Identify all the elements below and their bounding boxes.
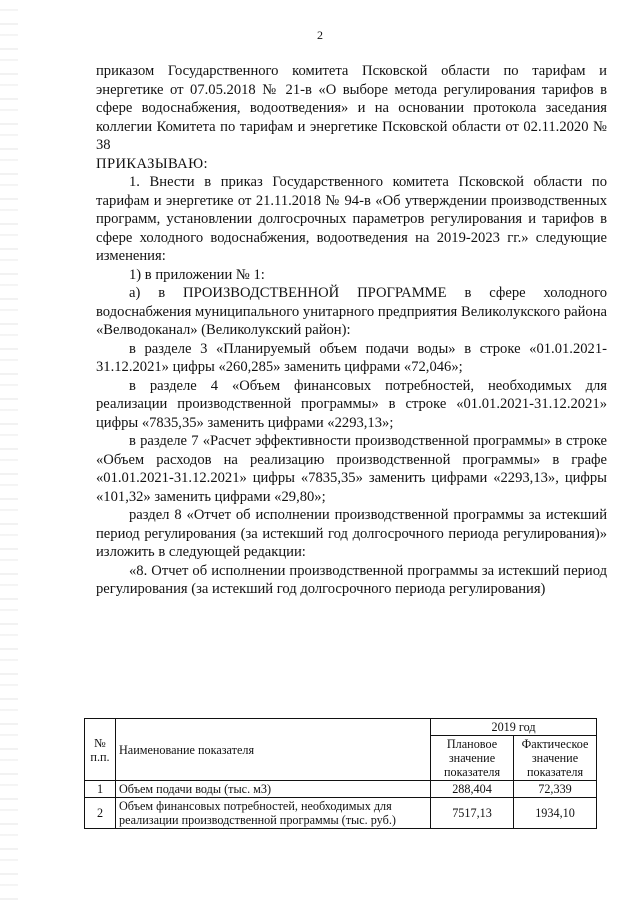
page-number: 2 (317, 28, 323, 42)
row-planned-value: 288,404 (431, 781, 514, 798)
item-1-paragraph: 1. Внести в приказ Государственного комитета Псковской области по тарифам и энергетике от 21.11.2018 № 94-в «Об утверждении производственных программ, установлении долгосрочных параметров регулирования и тарифов в сфере холодного водоснабжения, водоотведения на 2019-2023 гг.» следующие изменения: (96, 174, 607, 264)
intro-paragraph: приказом Государственного комитета Псковской области по тарифам и энергетике от 07.05.2018 № 21-в «О выборе метода регулирования тарифов в сфере водоснабжения, водоотведения» и на основании протокола заседания коллегии Комитета по тарифам и энергетике Псковской области от 02.11.2020 № 38 (96, 63, 607, 153)
section-3-paragraph: в разделе 3 «Планируемый объем подачи воды» в строке «01.01.2021-31.12.2021» цифры «260,285» заменить цифрами «72,046»; (96, 340, 607, 375)
subitem-a-paragraph: а) в ПРОИЗВОДСТВЕННОЙ ПРОГРАММЕ в сфере холодного водоснабжения муниципального унитарного предприятия Великолукского района «Велводоканал» (Великолукский район): (96, 285, 607, 338)
quoted-section-heading: «8. Отчет об исполнении производственной программы за истекший период регулирования (за истекший год долгосрочного периода регулирования) (96, 562, 607, 597)
order-word: ПРИКАЗЫВАЮ: (96, 155, 208, 172)
row-indicator-name: Объем подачи воды (тыс. м3) (116, 781, 431, 798)
scan-edge-artifact (0, 0, 18, 905)
header-number: № п.п. (85, 719, 116, 781)
subitem-1: 1) в приложении № 1: (129, 266, 265, 283)
row-planned-value: 7517,13 (431, 798, 514, 829)
row-number: 2 (85, 798, 116, 829)
header-indicator-name: Наименование показателя (116, 719, 431, 781)
header-year: 2019 год (431, 719, 597, 736)
row-indicator-name: Объем финансовых потребностей, необходимых для реализации производственной программы (тыс. руб.) (116, 798, 431, 829)
row-actual-value: 1934,10 (514, 798, 597, 829)
header-actual-value: Фактическое значение показателя (514, 736, 597, 781)
row-actual-value: 72,339 (514, 781, 597, 798)
table-row (85, 798, 597, 829)
row-number: 1 (85, 781, 116, 798)
table-header-row (85, 719, 597, 736)
section-8-paragraph: раздел 8 «Отчет об исполнении производственной программы за истекший период регулирования (за истекший год долгосрочного периода регулирования)» изложить в следующей редакции: (96, 507, 607, 560)
section-4-paragraph: в разделе 4 «Объем финансовых потребностей, необходимых для реализации производственной программы» в строке «01.01.2021-31.12.2021» цифры «7835,35» заменить цифрами «2293,13»; (96, 377, 607, 431)
table-row (85, 781, 597, 798)
document-body (96, 62, 607, 599)
header-planned-value: Плановое значение показателя (431, 736, 514, 781)
report-table (84, 718, 597, 829)
section-7-paragraph: в разделе 7 «Расчет эффективности производственной программы» в строке «Объем расходов на реализацию производственной программы» в графе «01.01.2021-31.12.2021» цифры «7835,35» заменить цифрами «2293,13», цифры «101,32» заменить цифрами «29,80»; (96, 433, 607, 505)
